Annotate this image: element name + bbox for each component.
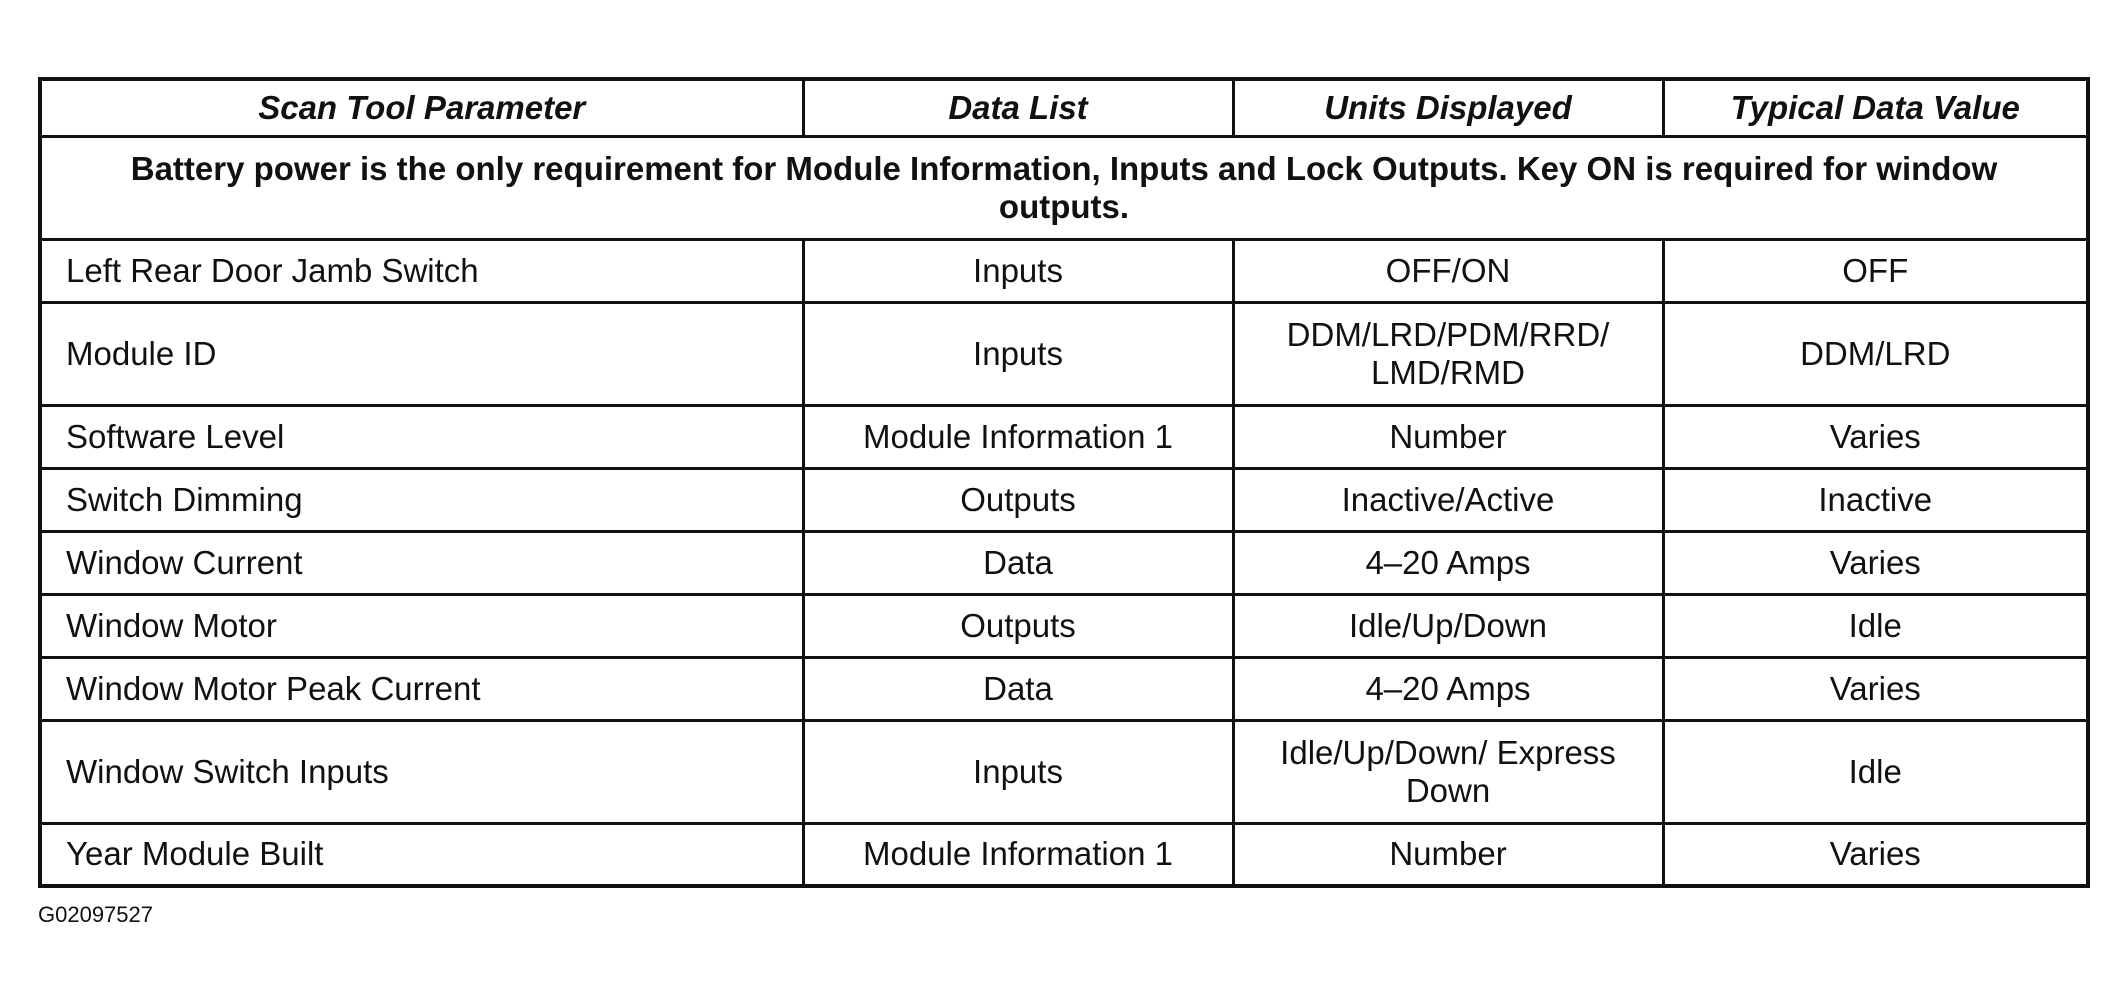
cell-typical: Inactive [1663, 468, 2088, 531]
cell-units: 4–20 Amps [1233, 531, 1663, 594]
cell-parameter: Window Motor Peak Current [40, 657, 803, 720]
header-scan-tool-parameter: Scan Tool Parameter [40, 79, 803, 136]
cell-units: OFF/ON [1233, 239, 1663, 302]
cell-units: DDM/LRD/PDM/RRD/ LMD/RMD [1233, 302, 1663, 405]
header-units-displayed: Units Displayed [1233, 79, 1663, 136]
cell-units: Idle/Up/Down/ Express Down [1233, 720, 1663, 823]
cell-data-list: Module Information 1 [803, 823, 1233, 886]
table-row [40, 468, 2088, 531]
figure-id: G02097527 [38, 902, 153, 927]
cell-typical: Varies [1663, 657, 2088, 720]
table-row [40, 405, 2088, 468]
table-header-row [40, 79, 2088, 136]
cell-parameter: Window Current [40, 531, 803, 594]
cell-parameter: Year Module Built [40, 823, 803, 886]
cell-units: Inactive/Active [1233, 468, 1663, 531]
cell-units: 4–20 Amps [1233, 657, 1663, 720]
table-row [40, 594, 2088, 657]
cell-data-list: Outputs [803, 594, 1233, 657]
cell-units: Idle/Up/Down [1233, 594, 1663, 657]
cell-data-list: Outputs [803, 468, 1233, 531]
table-row [40, 239, 2088, 302]
table-row [40, 657, 2088, 720]
cell-typical: Varies [1663, 531, 2088, 594]
cell-parameter: Software Level [40, 405, 803, 468]
cell-typical: Idle [1663, 594, 2088, 657]
table-row [40, 823, 2088, 886]
table-note-row [40, 136, 2088, 239]
table-row [40, 302, 2088, 405]
cell-typical: Idle [1663, 720, 2088, 823]
cell-units: Number [1233, 405, 1663, 468]
cell-units: Number [1233, 823, 1663, 886]
cell-data-list: Data [803, 657, 1233, 720]
cell-parameter: Window Switch Inputs [40, 720, 803, 823]
cell-typical: DDM/LRD [1663, 302, 2088, 405]
cell-data-list: Inputs [803, 302, 1233, 405]
cell-parameter: Switch Dimming [40, 468, 803, 531]
cell-data-list: Module Information 1 [803, 405, 1233, 468]
cell-parameter: Window Motor [40, 594, 803, 657]
cell-typical: OFF [1663, 239, 2088, 302]
cell-parameter: Left Rear Door Jamb Switch [40, 239, 803, 302]
scan-tool-data-table [38, 77, 2090, 888]
table-row [40, 531, 2088, 594]
cell-data-list: Inputs [803, 720, 1233, 823]
table-row [40, 720, 2088, 823]
cell-parameter: Module ID [40, 302, 803, 405]
cell-data-list: Data [803, 531, 1233, 594]
scan-tool-data-table-container [38, 77, 2086, 888]
table-note: Battery power is the only requirement for Module Information, Inputs and Lock Outputs. Key ON is required for window outputs. [40, 136, 2088, 239]
header-data-list: Data List [803, 79, 1233, 136]
cell-data-list: Inputs [803, 239, 1233, 302]
header-typical-data-value: Typical Data Value [1663, 79, 2088, 136]
cell-typical: Varies [1663, 405, 2088, 468]
cell-typical: Varies [1663, 823, 2088, 886]
